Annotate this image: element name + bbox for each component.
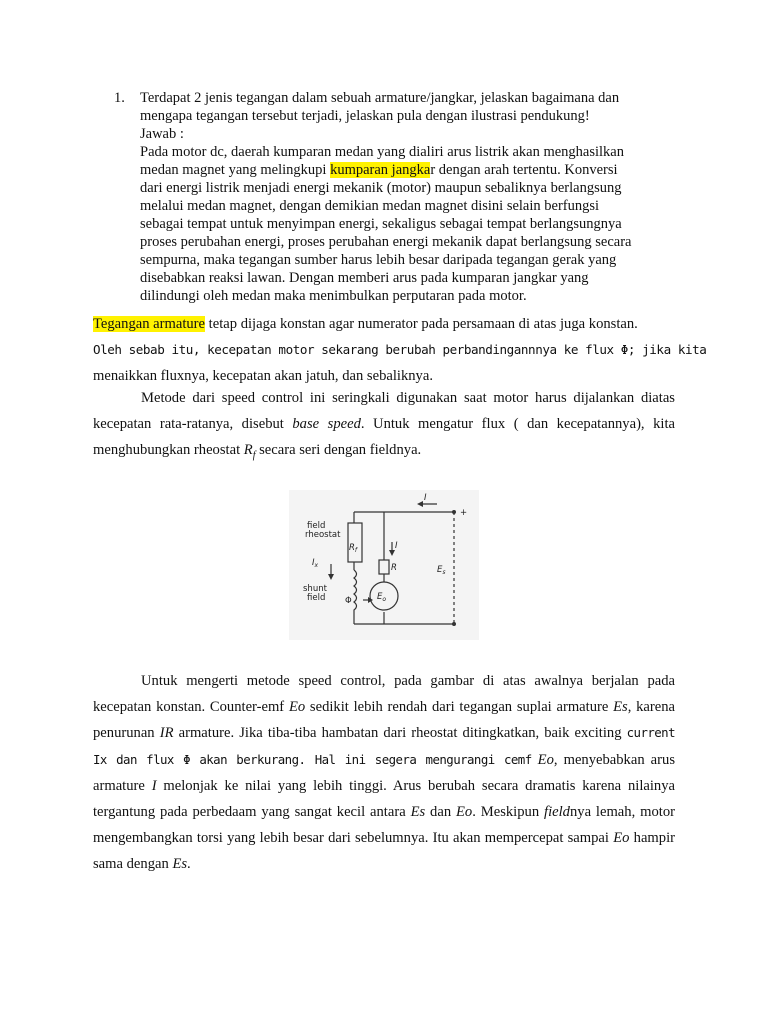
list-line-1: Terdapat 2 jenis tegangan dalam sebuah armature/jangkar, jelaskan bagaimana dan [140, 90, 620, 106]
para3-text-a: Untuk mengerti metode speed control, pada gambar di atas awalnya berjalan pada kecepatan konstan. Counter-emf [93, 673, 675, 716]
ix-label-main: I [312, 558, 315, 568]
para2 [93, 385, 675, 470]
es-label-sub: s [442, 569, 446, 576]
i-term: I [151, 777, 157, 794]
para3-text-g: melonjak ke nilai yang lebih tinggi. Arus berubah secara dramatis karena nilainya tergantung pada perbedaam yang sangat kecil antara [93, 777, 675, 821]
field-term: field [544, 804, 570, 821]
para3-text-h: dan [425, 804, 456, 821]
shunt-field-label-1: shunt [303, 584, 327, 594]
current-label-top: I [424, 493, 427, 503]
para3-text-b: sedikit lebih rendah dari tegangan suplai armature [305, 699, 614, 716]
list-line-7: melalui medan magnet, dengan demikian medan magnet disini selain berfungsi [140, 198, 600, 214]
highlighted-text-kumparan: kumparan jangka [330, 162, 431, 178]
rf-label-sub: f [354, 547, 358, 554]
armature-current-label: I [395, 541, 398, 551]
list-line-2: mengapa tegangan tersebut terjadi, jelaskan pula dengan ilustrasi pendukung! [140, 108, 590, 124]
ix-label-sub: x [314, 562, 319, 569]
highlighted-text-tegangan-armature: Tegangan armature [93, 316, 206, 332]
field-rheostat-label-2: rheostat [305, 530, 341, 540]
eo-term-4: Eo [613, 830, 630, 847]
r-label: R [391, 563, 397, 573]
para1-line-1-rest: tetap dijaga konstan agar numerator pada persamaan di atas juga konstan. [205, 316, 638, 332]
para3-text-l: . [187, 856, 191, 873]
list-line-11: disebabkan reaksi lawan. Dengan memberi arus pada kumparan jangkar yang [140, 270, 589, 286]
rf-symbol [243, 442, 256, 462]
ir-term: IR [159, 725, 174, 742]
list-line-10: sempurna, maka tegangan sumber harus lebih besar daripada tegangan gerak yang [140, 252, 617, 268]
para1-line-1 [93, 316, 638, 332]
eo-label [377, 592, 386, 603]
list-line-4: Pada motor dc, daerah kumparan medan yang dialiri arus listrik akan menghasilkan [140, 144, 624, 160]
es-term-2: Es [410, 804, 426, 821]
para2-text-3: secara seri dengan fieldnya. [255, 442, 422, 459]
phi-label: Φ [345, 596, 352, 606]
shunt-motor-circuit-figure [289, 490, 479, 640]
para1-line-2: Oleh sebab itu, kecepatan motor sekarang berubah perbandingannnya ke flux Φ; jika kita [93, 342, 707, 357]
list-line-12: dilindungi oleh medan maka menimbulkan perputaran pada motor. [140, 288, 527, 304]
para3 [93, 668, 675, 878]
para3-text-f: , menyebabkan arus armature [93, 751, 675, 794]
para3-mono-text: current Ix dan flux Φ akan berkurang. Hal ini segera mengurangi cemf [93, 725, 675, 767]
para2-text-1: Metode dari speed control ini seringkali digunakan saat motor harus dijalankan diatas kecepatan rata-ratanya, disebut [93, 390, 675, 433]
eo-label-main: E [377, 592, 383, 602]
eo-label-sub: o [382, 596, 387, 603]
para3-text-k: hampir sama dengan [93, 830, 675, 873]
list-line-5-pre: medan magnet yang melingkupi [140, 162, 331, 178]
shunt-field-label-2: field [307, 593, 326, 603]
plus-terminal: + [460, 508, 468, 518]
list-line-9: proses perubahan energi, proses perubahan energi mekanik dapat berlangsung secara [140, 234, 632, 250]
eo-term-2: Eo [537, 751, 554, 768]
es-term-3: Es [172, 856, 188, 873]
para3-text-j: nya lemah, motor mengembangkan torsi yang lebih besar dari sebelumnya. Itu akan mempercepat sampai [93, 804, 675, 847]
list-line-5-post: r dengan arah tertentu. Konversi [430, 162, 618, 178]
field-rheostat-label-1: field [307, 521, 326, 531]
base-speed-term: base speed [292, 416, 361, 433]
rf-label [349, 543, 358, 554]
list-line-8: sebagai tempat untuk menyimpan energi, sekaligus sebagai tempat berlangsungnya [140, 216, 622, 232]
list-number: 1. [114, 90, 125, 106]
list-line-6: dari energi listrik menjadi energi mekanik (motor) maupun sebaliknya berlangsung [140, 180, 622, 196]
ix-label [312, 558, 319, 569]
para2-text-2: . Untuk mengatur flux ( dan kecepatannya), kita menghubungkan rheostat [93, 416, 675, 459]
rf-label-main: R [349, 543, 355, 553]
es-label [437, 565, 446, 576]
rf-symbol-sub: f [252, 450, 256, 462]
circuit-diagram [289, 490, 479, 640]
es-label-main: E [437, 565, 443, 575]
para3-text-i: . Meskipun [472, 804, 545, 821]
rf-symbol-main: R [243, 442, 253, 459]
eo-term: Eo [288, 699, 306, 716]
es-term: Es [613, 699, 628, 716]
para3-text-c: , karena penurunan [93, 699, 675, 742]
list-line-3: Jawab : [140, 126, 184, 142]
list-line-5 [140, 162, 618, 178]
para3-text-d: armature. Jika tiba-tiba hambatan dari rheostat ditingkatkan, baik exciting [173, 725, 627, 742]
para1-line-3: menaikkan fluxnya, kecepatan akan jatuh, dan sebaliknya. [93, 368, 433, 384]
eo-term-3: Eo [456, 804, 473, 821]
